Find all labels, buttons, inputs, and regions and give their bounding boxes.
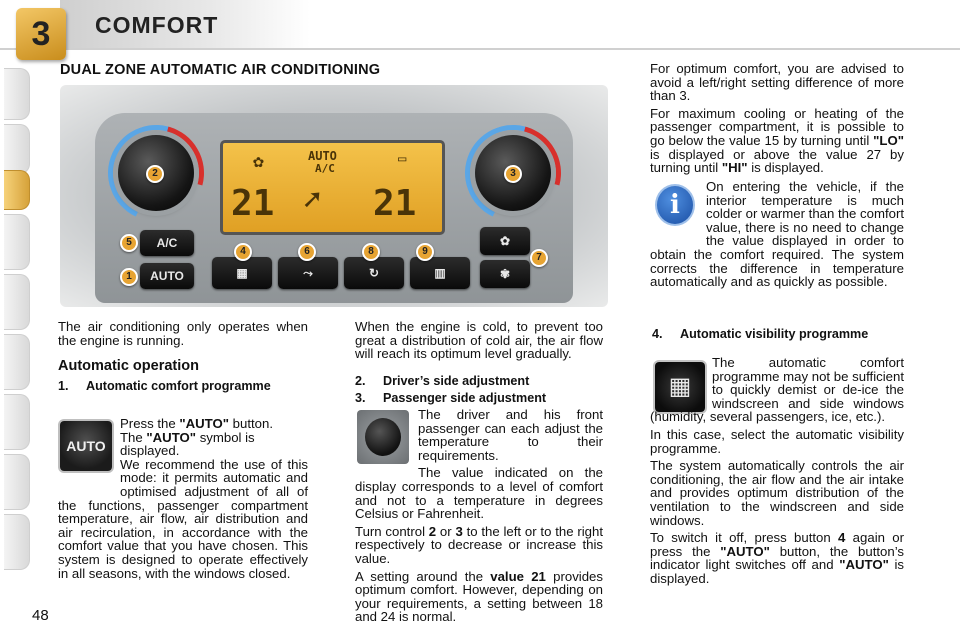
chapter-tab[interactable] xyxy=(4,454,30,510)
page-number: 48 xyxy=(32,607,49,624)
auto-button[interactable]: AUTO xyxy=(140,263,194,289)
rear-defrost-icon: ▭ xyxy=(398,151,407,167)
recirculation-button[interactable]: ↻ xyxy=(344,257,404,289)
item-1-body: Press the "AUTO" button. The "AUTO" symbol is displayed. We recommend the use of this mode: it permits automatic and optimised adjustment of all of the functions, passenger compartment temperature, air flow, air distribution and air recirculation, in accordance with the comfort value that you have chosen. This system is designed to operate effectively in all seasons, with the windows closed. xyxy=(58,416,308,581)
section-title: DUAL ZONE AUTOMATIC AIR CONDITIONING xyxy=(60,62,381,78)
visibility-button[interactable]: ▦ xyxy=(212,257,272,289)
auto-button-icon: AUTO xyxy=(60,421,112,471)
chapter-tab[interactable] xyxy=(4,274,30,330)
visibility-programme-icon: ▦ xyxy=(655,362,705,412)
chapter-tab[interactable] xyxy=(4,214,30,270)
info-icon: i xyxy=(655,184,695,226)
display-ac: A/C xyxy=(315,162,335,175)
callout-8: 8 xyxy=(362,243,380,261)
ac-button[interactable]: A/C xyxy=(140,230,194,256)
callout-4: 4 xyxy=(234,243,252,261)
header-rule xyxy=(0,48,960,50)
intro-text: The air conditioning only operates when the engine is running. xyxy=(58,319,308,348)
fan-speed-up-button[interactable]: ✿ xyxy=(480,227,530,255)
item-number: 1. xyxy=(58,379,69,393)
fan-speed-down-button[interactable]: ✾ xyxy=(480,260,530,288)
automatic-operation-heading: Automatic operation xyxy=(58,358,199,374)
callout-9: 9 xyxy=(416,243,434,261)
cold-engine-text: When the engine is cold, to prevent too great a distribution of cold air, the air flow will reach its optimum level gradually. xyxy=(355,319,603,362)
chapter-tab[interactable] xyxy=(4,514,30,570)
display-temp-right: 21 xyxy=(373,183,417,224)
callout-5: 5 xyxy=(120,234,138,252)
chapter-tab[interactable] xyxy=(4,68,30,120)
chapter-tab[interactable] xyxy=(4,334,30,390)
item-2-heading: 2. Driver’s side adjustment xyxy=(355,374,530,388)
rear-screen-button[interactable]: ▥ xyxy=(410,257,470,289)
airflow-icon: ➚ xyxy=(303,183,322,218)
fan-icon: ✿ xyxy=(253,151,264,172)
col3-intro: For optimum comfort, you are advised to avoid a left/right setting difference of more than 3. For maximum cooling or heating of the passenger compartment, it is possible to go below the value 15 by turning until "LO" is displayed or above the value 27 by turning until "HI" is displayed. xyxy=(650,61,904,176)
callout-6: 6 xyxy=(298,243,316,261)
chapter-tab-active[interactable] xyxy=(4,170,30,210)
lcd-display xyxy=(220,140,445,235)
items-2-3-body: The driver and his front passenger can each adjust the temperature to their requirements. The value indicated on the display corresponds to a level of comfort and not to a temperature in degrees Celsius or Fahrenheit. Turn control 2 or 3 to the left or to the right respectively to decrease or increase this value. A setting around the value 21 provides optimum comfort. However, depending on your requirements, a setting between 18 and 24 is normal. xyxy=(355,407,603,625)
chapter-tab[interactable] xyxy=(4,394,30,450)
info-text: On entering the vehicle, if the interior temperature is much colder or warmer than the comfort value, there is no need to change the value displayed in order to obtain the comfort required. The system corrects the difference in temperature automatically and as quickly as possible. xyxy=(650,179,904,290)
air-distribution-button[interactable]: ⤳ xyxy=(278,257,338,289)
item-title: Automatic comfort programme xyxy=(86,379,271,393)
item-1-heading xyxy=(58,379,308,393)
display-auto: AUTO xyxy=(308,149,337,163)
callout-7: 7 xyxy=(530,249,548,267)
callout-2: 2 xyxy=(146,165,164,183)
item-4-heading: 4. Automatic visibility programme xyxy=(652,327,869,341)
callout-3: 3 xyxy=(504,165,522,183)
item-4-body: The automatic comfort programme may not be sufficient to quickly demist or de-ice the windscreen and side windows (humidity, several passengers, ice, etc.). In this case, select the automatic visibility programme. The system automatically controls the air conditioning, the air flow and the air intake and provides optimum distribution of the ventilation to the windscreen and side windows. To switch it off, press button 4 again or press the "AUTO" button, the button’s indicator light switches off and "AUTO" is displayed. xyxy=(650,355,904,586)
chapter-tab[interactable] xyxy=(4,124,30,174)
display-temp-left: 21 xyxy=(231,183,275,224)
item-3-heading: 3. Passenger side adjustment xyxy=(355,391,547,405)
climate-panel-illustration xyxy=(60,85,608,307)
callout-1: 1 xyxy=(120,268,138,286)
page-title: COMFORT xyxy=(95,12,219,38)
chapter-badge: 3 xyxy=(16,8,66,60)
